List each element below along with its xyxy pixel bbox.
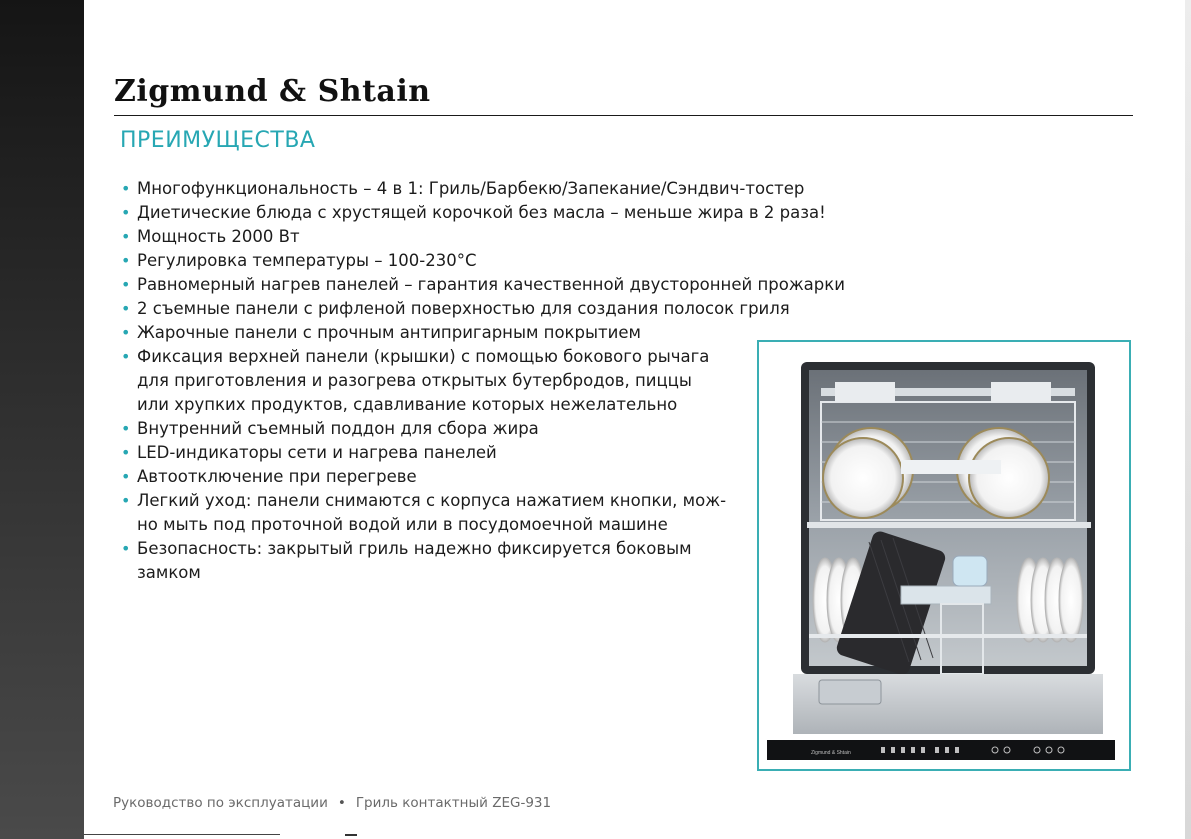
control-panel — [767, 740, 1115, 760]
footer-manual-label: Руководство по эксплуатации — [113, 795, 328, 811]
feature-text: Внутренний съемный поддон для сбора жира — [137, 419, 539, 438]
bullet-icon: • — [121, 275, 131, 294]
brand-logo: Zigmund & Shtain — [114, 74, 431, 109]
feature-text: Безопасность: закрытый гриль надежно фиксируется боковым — [137, 539, 692, 558]
section-title: ПРЕИМУЩЕСТВА — [120, 128, 316, 153]
feature-text: 2 съемные панели с рифленой поверхностью для создания полосок гриля — [137, 299, 790, 318]
product-image-frame — [757, 340, 1131, 771]
footer-separator: • — [337, 795, 346, 811]
feature-text: Мощность 2000 Вт — [137, 227, 300, 246]
bullet-icon: • — [121, 323, 131, 342]
feature-item — [121, 249, 891, 273]
feature-item — [121, 201, 891, 225]
bullet-icon: • — [121, 539, 131, 558]
feature-text: или хрупких продуктов, сдавливание которых нежелательно — [137, 395, 678, 414]
feature-item — [121, 273, 891, 297]
feature-text: LED-индикаторы сети и нагрева панелей — [137, 443, 497, 462]
bullet-icon: • — [121, 251, 131, 270]
bullet-icon: • — [121, 347, 131, 366]
bullet-icon: • — [121, 491, 131, 510]
feature-text: замком — [137, 563, 201, 582]
feature-text: Диетические блюда с хрустящей корочкой без масла – меньше жира в 2 раза! — [137, 203, 826, 222]
header-divider — [114, 115, 1133, 116]
feature-text: Автоотключение при перегреве — [137, 467, 417, 486]
feature-text: Фиксация верхней панели (крышки) с помощью бокового рычага — [137, 347, 710, 366]
footer-line-left — [84, 834, 280, 835]
feature-item — [121, 297, 891, 321]
feature-text: Многофункциональность – 4 в 1: Гриль/Барбекю/Запекание/Сэндвич-тостер — [137, 179, 805, 198]
footer — [113, 794, 551, 812]
feature-text: для приготовления и разогрева открытых бутербродов, пиццы — [137, 371, 692, 390]
bullet-icon: • — [121, 179, 131, 198]
footer-model-label: Гриль контактный ZEG-931 — [355, 795, 552, 811]
bullet-icon: • — [121, 443, 131, 462]
bullet-icon: • — [121, 467, 131, 486]
bullet-icon: • — [121, 299, 131, 318]
left-dark-bar — [0, 0, 84, 839]
bullet-icon: • — [121, 419, 131, 438]
feature-text: но мыть под проточной водой или в посудомоечной машине — [137, 515, 668, 534]
feature-text: Жарочные панели с прочным антипригарным покрытием — [137, 323, 641, 342]
feature-text: Регулировка температуры – 100-230°С — [137, 251, 477, 270]
feature-text: Легкий уход: панели снимаются с корпуса нажатием кнопки, мож- — [137, 491, 727, 510]
footer-line-mark — [345, 834, 357, 836]
dishwasher-image — [759, 342, 1129, 769]
bullet-icon: • — [121, 227, 131, 246]
feature-item — [121, 177, 891, 201]
feature-item — [121, 225, 891, 249]
bullet-icon: • — [121, 203, 131, 222]
feature-text: Равномерный нагрев панелей – гарантия качественной двусторонней прожарки — [137, 275, 845, 294]
right-edge-strip — [1185, 0, 1191, 839]
control-panel-brand: Zigmund & Shtain — [811, 750, 851, 756]
